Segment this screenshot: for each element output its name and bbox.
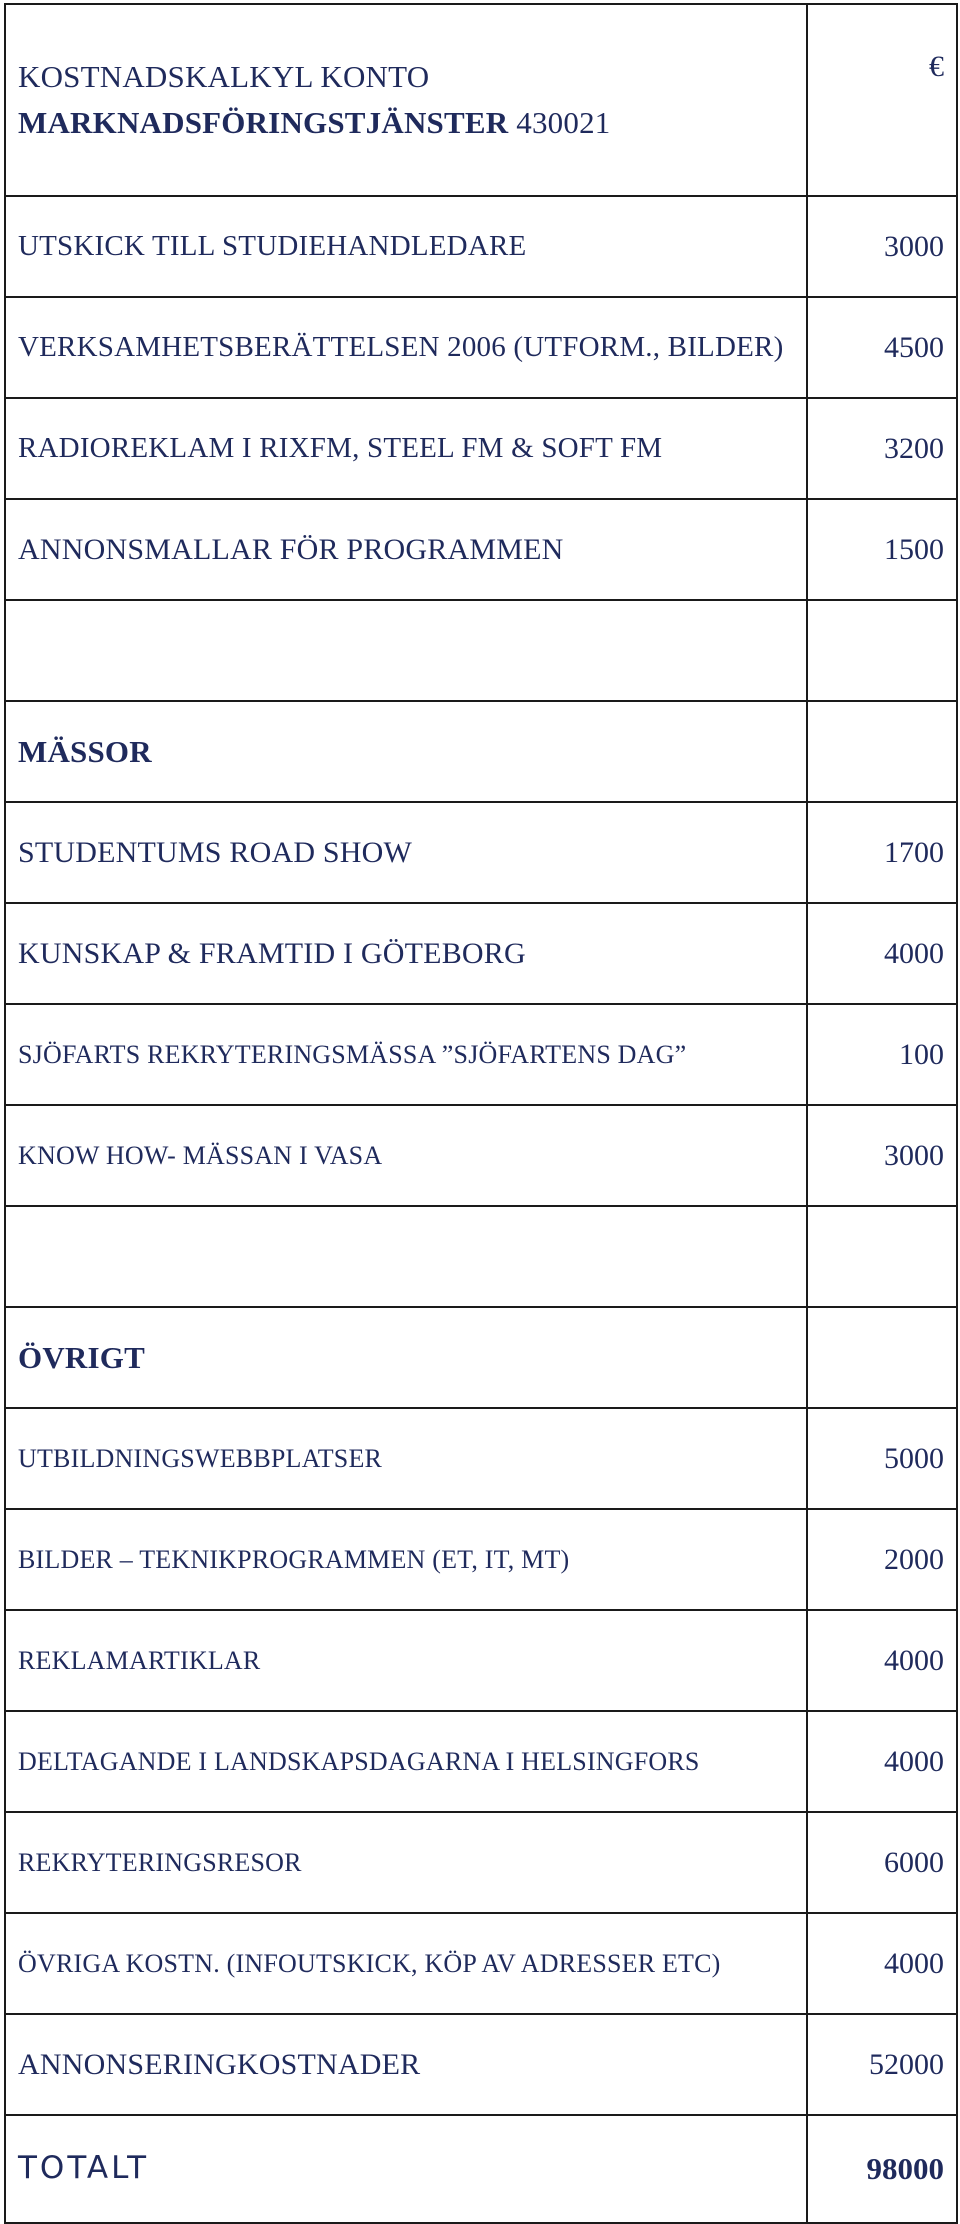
total-row: [5, 2115, 957, 2223]
table-row: [5, 499, 957, 600]
table-row: [5, 903, 957, 1004]
table-row: [5, 297, 957, 398]
row-label: DELTAGANDE I LANDSKAPSDAGARNA I HELSINGFORS: [5, 1711, 807, 1812]
empty-row: [5, 1206, 957, 1307]
table-row: [5, 1509, 957, 1610]
table-header-row: [5, 4, 957, 196]
row-amount: 100: [807, 1004, 957, 1105]
row-label: KNOW HOW- MÄSSAN I VASA: [5, 1105, 807, 1206]
table-row: [5, 398, 957, 499]
row-label: ÖVRIGA KOSTN. (INFOUTSKICK, KÖP AV ADRESSER ETC): [5, 1913, 807, 2014]
table-row: [5, 1004, 957, 1105]
row-label: ANNONSERINGKOSTNADER: [5, 2014, 807, 2115]
table-row: [5, 1105, 957, 1206]
row-amount: 4000: [807, 903, 957, 1004]
row-amount: [807, 600, 957, 701]
header-title-account-name: MARKNADSFÖRINGSTJÄNSTER: [18, 105, 509, 140]
row-amount: 4000: [807, 1610, 957, 1711]
table-row: [5, 802, 957, 903]
row-label: KUNSKAP & FRAMTID I GÖTEBORG: [5, 903, 807, 1004]
row-amount: 3000: [807, 1105, 957, 1206]
row-label: [5, 1206, 807, 1307]
table-row: [5, 1408, 957, 1509]
cost-calculation-table: [4, 3, 958, 2224]
row-amount: 5000: [807, 1408, 957, 1509]
row-label: BILDER – TEKNIKPROGRAMMEN (ET, IT, MT): [5, 1509, 807, 1610]
table-row: [5, 196, 957, 297]
section-heading-ovrigt: ÖVRIGT: [5, 1307, 807, 1408]
row-amount: [807, 1206, 957, 1307]
header-title-account-number: 430021: [516, 105, 611, 140]
row-label: STUDENTUMS ROAD SHOW: [5, 802, 807, 903]
row-label: [5, 600, 807, 701]
table-row: [5, 1812, 957, 1913]
row-amount: 4500: [807, 297, 957, 398]
table-row: [5, 1913, 957, 2014]
table-row: [5, 1711, 957, 1812]
row-amount: 52000: [807, 2014, 957, 2115]
row-label: UTSKICK TILL STUDIEHANDLEDARE: [5, 196, 807, 297]
table-row: [5, 1610, 957, 1711]
row-label: SJÖFARTS REKRYTERINGSMÄSSA ”SJÖFARTENS DAG”: [5, 1004, 807, 1105]
row-amount: 3200: [807, 398, 957, 499]
row-amount: 1700: [807, 802, 957, 903]
row-label: VERKSAMHETSBERÄTTELSEN 2006 (UTFORM., BILDER): [5, 297, 807, 398]
row-amount: [807, 701, 957, 802]
header-currency: €: [807, 4, 957, 196]
table-row: [5, 2014, 957, 2115]
section-heading-row: [5, 701, 957, 802]
section-heading-row: [5, 1307, 957, 1408]
row-amount: 6000: [807, 1812, 957, 1913]
row-label: RADIOREKLAM I RIXFM, STEEL FM & SOFT FM: [5, 398, 807, 499]
total-label: TOTALT: [5, 2115, 807, 2223]
row-label: REKLAMARTIKLAR: [5, 1610, 807, 1711]
header-title: [18, 54, 794, 147]
header-title-cell: [5, 4, 807, 196]
row-amount: 1500: [807, 499, 957, 600]
row-label: REKRYTERINGSRESOR: [5, 1812, 807, 1913]
header-title-line1: KOSTNADSKALKYL KONTO: [18, 58, 430, 94]
total-amount: 98000: [807, 2115, 957, 2223]
row-amount: [807, 1307, 957, 1408]
row-label: ANNONSMALLAR FÖR PROGRAMMEN: [5, 499, 807, 600]
row-amount: 4000: [807, 1913, 957, 2014]
row-amount: 3000: [807, 196, 957, 297]
row-amount: 4000: [807, 1711, 957, 1812]
row-amount: 2000: [807, 1509, 957, 1610]
row-label: UTBILDNINGSWEBBPLATSER: [5, 1408, 807, 1509]
section-heading-massor: MÄSSOR: [5, 701, 807, 802]
empty-row: [5, 600, 957, 701]
